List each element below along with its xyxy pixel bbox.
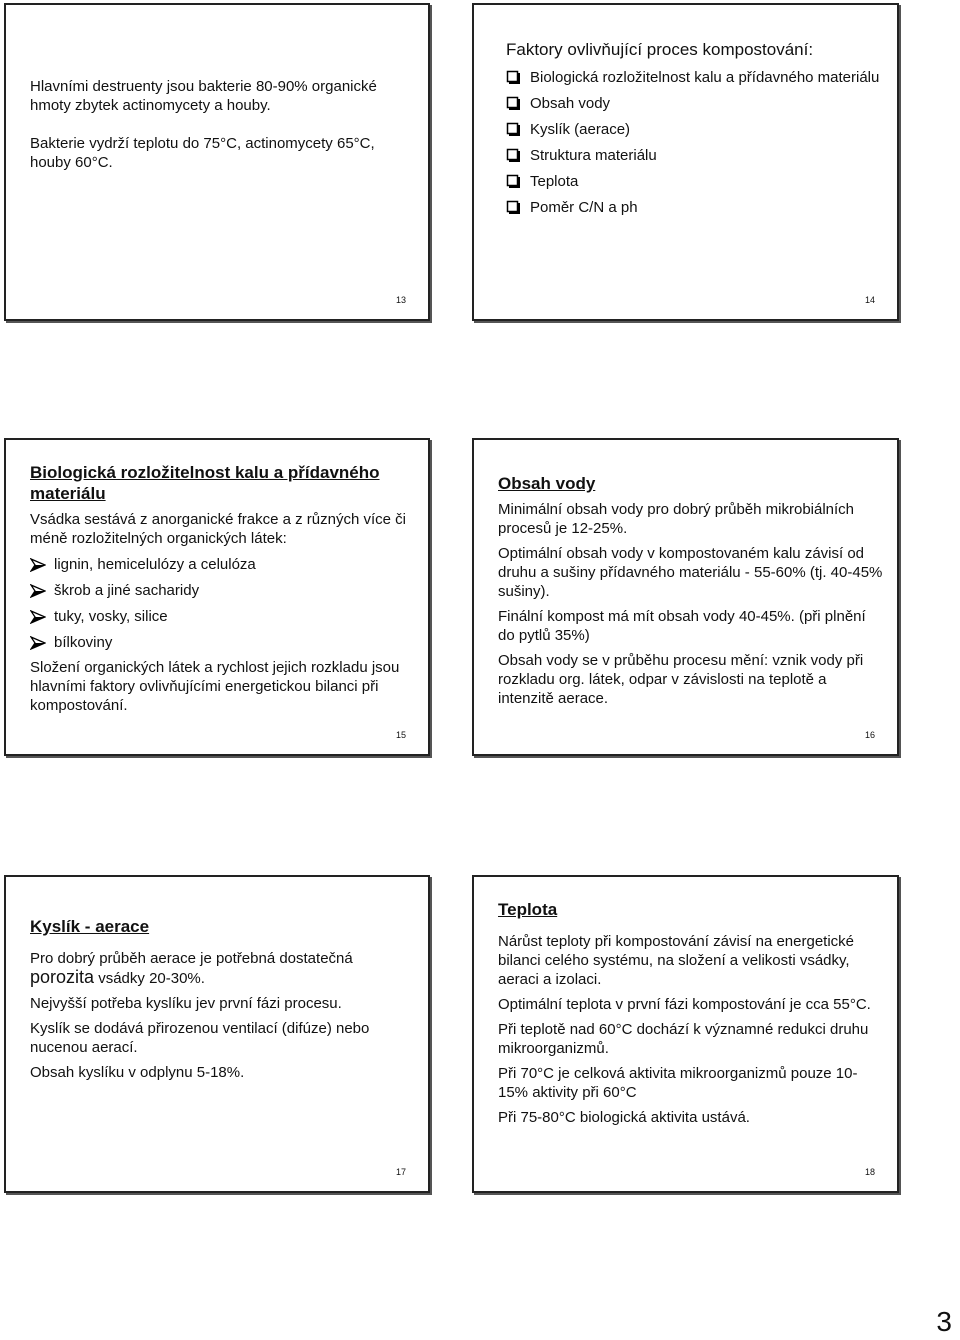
slide-number: 18 <box>864 1167 875 1177</box>
slide-18-paragraph-5: Při 75-80°C biologická aktivita ustává. <box>498 1109 750 1126</box>
slide-15-outro: Složení organických látek a rychlost jejich rozkladu jsou hlavními faktory ovlivňujícími energetickou bilanci při kompostování. <box>30 659 400 714</box>
slide-15 <box>4 438 430 756</box>
slide-17-content <box>30 916 414 1082</box>
arrow-bullet-icon <box>30 558 46 572</box>
arrow-bullet-icon <box>30 636 46 650</box>
slide-14-title: Faktory ovlivňující proces kompostování: <box>506 40 814 59</box>
slide-14 <box>472 3 899 321</box>
slide-16-content <box>498 473 883 708</box>
slide-17-paragraph-3: Kyslík se dodává přirozenou ventilací (difúze) nebo nucenou aerací. <box>30 1020 370 1056</box>
checkbox-icon <box>506 96 520 110</box>
list-item-label: Struktura materiálu <box>530 147 657 164</box>
slide-18-title: Teplota <box>498 900 558 919</box>
list-item <box>30 633 414 652</box>
slide-number: 14 <box>864 295 875 305</box>
checkbox-icon <box>506 174 520 188</box>
slide-15-content <box>30 462 414 715</box>
slide-17-paragraph-1-end: vsádky 20-30%. <box>94 970 205 987</box>
list-item-label: lignin, hemicelulózy a celulóza <box>54 556 256 573</box>
slide-number: 16 <box>864 730 875 740</box>
slide-17-paragraph-4: Obsah kyslíku v odplynu 5-18%. <box>30 1064 245 1081</box>
arrow-bullet-icon <box>30 584 46 598</box>
slide-13-paragraph-2: Bakterie vydrží teplotu do 75°C, actinomycety 65°C, houby 60°C. <box>30 135 375 171</box>
list-item-label: Kyslík (aerace) <box>530 121 631 138</box>
list-item-label: škrob a jiné sacharidy <box>54 582 200 599</box>
slide-16-paragraph-4: Obsah vody se v průběhu procesu mění: vznik vody při rozkladu org. látek, odpar v závislosti na teplotě a intenzitě aerace. <box>498 652 864 707</box>
arrow-bullet-icon <box>30 610 46 624</box>
checkbox-icon <box>506 122 520 136</box>
slide-number: 13 <box>395 295 406 305</box>
list-item-label: Biologická rozložitelnost kalu a přídavného materiálu <box>530 69 880 86</box>
slide-18-paragraph-2: Optimální teplota v první fázi kompostování je cca 55°C. <box>498 996 871 1013</box>
slide-18-paragraph-1: Nárůst teploty při kompostování závisí na energetické bilanci celého systému, na složení a velikosti vsádky, aeraci a izolaci. <box>498 933 855 988</box>
slide-13-content <box>30 77 414 172</box>
slide-18-paragraph-3: Při teplotě nad 60°C dochází k významné redukci druhu mikroorganizmů. <box>498 1021 869 1057</box>
arrow-list <box>30 555 414 652</box>
list-item-label: Obsah vody <box>530 95 611 112</box>
slide-13-paragraph-1: Hlavními destruenty jsou bakterie 80-90% organické hmoty zbytek actinomycety a houby. <box>30 78 377 114</box>
list-item <box>506 120 883 139</box>
slide-16-paragraph-2: Optimální obsah vody v kompostovaném kalu závisí od druhu a sušiny přídavného materiálu - 55-60% (tj. 40-45% sušiny). <box>498 545 883 600</box>
slide-number: 15 <box>395 730 406 740</box>
checkbox-icon <box>506 200 520 214</box>
list-item-label: bílkoviny <box>54 634 113 651</box>
list-item <box>506 172 883 191</box>
slide-15-title: Biologická rozložitelnost kalu a přídavného materiálu <box>30 463 380 503</box>
slide-17-paragraph-1-start: Pro dobrý průběh aerace je potřebná dostatečná <box>30 950 353 967</box>
slide-17 <box>4 875 430 1193</box>
slide-18-content <box>498 899 883 1127</box>
list-item <box>30 581 414 600</box>
slide-16-title: Obsah vody <box>498 474 596 493</box>
slide-15-intro: Vsádka sestává z anorganické frakce a z různých více či méně rozložitelných organických látek: <box>30 511 407 547</box>
slide-18-paragraph-4: Při 70°C je celková aktivita mikroorganizmů pouze 10-15% aktivity při 60°C <box>498 1065 858 1101</box>
slide-number: 17 <box>395 1167 406 1177</box>
porozita-word: porozita <box>30 967 95 987</box>
slide-16-paragraph-1: Minimální obsah vody pro dobrý průběh mikrobiálních procesů je 12-25%. <box>498 501 855 537</box>
list-item <box>506 94 883 113</box>
slide-18 <box>472 875 899 1193</box>
slide-13 <box>4 3 430 321</box>
checkbox-list <box>506 68 883 217</box>
list-item-label: Teplota <box>530 173 579 190</box>
slide-17-title: Kyslík - aerace <box>30 917 150 936</box>
list-item <box>506 198 883 217</box>
slide-16-paragraph-3: Finální kompost má mít obsah vody 40-45%. (při plnění do pytlů 35%) <box>498 608 866 644</box>
slide-14-content <box>506 39 883 217</box>
checkbox-icon <box>506 148 520 162</box>
list-item-label: tuky, vosky, silice <box>54 608 168 625</box>
list-item <box>506 68 883 87</box>
slide-17-paragraph-2: Nejvyšší potřeba kyslíku jev první fázi procesu. <box>30 995 342 1012</box>
page-number: 3 <box>936 1306 952 1337</box>
list-item <box>30 607 414 626</box>
slide-17-paragraph-1 <box>30 949 414 988</box>
list-item-label: Poměr C/N a ph <box>530 199 638 216</box>
list-item <box>30 555 414 574</box>
checkbox-icon <box>506 70 520 84</box>
slide-16 <box>472 438 899 756</box>
list-item <box>506 146 883 165</box>
